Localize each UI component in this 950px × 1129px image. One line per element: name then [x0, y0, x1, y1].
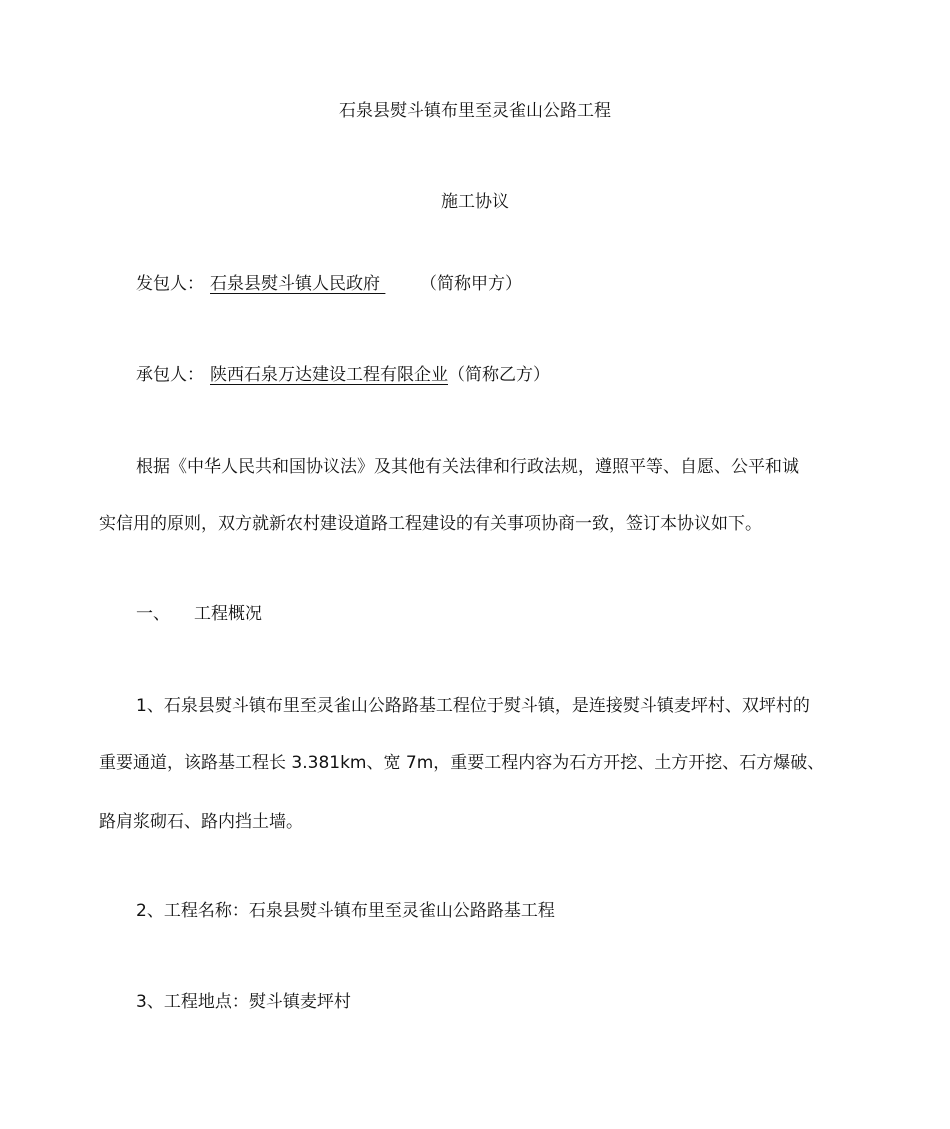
party-a-label: 发包人：	[136, 274, 204, 294]
section-1-number: 一、	[136, 604, 170, 624]
item-2: 2、工程名称：石泉县熨斗镇布里至灵雀山公路路基工程	[136, 901, 555, 921]
party-b-note: （简称乙方）	[448, 365, 550, 385]
party-b-label: 承包人：	[136, 365, 204, 385]
section-1-title: 工程概况	[194, 604, 262, 624]
party-b-name: 陕西石泉万达建设工程有限企业	[210, 365, 448, 385]
preamble-line-1: 根据《中华人民共和国协议法》及其他有关法律和行政法规，遵照平等、自愿、公平和诚	[136, 457, 799, 477]
item-3: 3、工程地点：熨斗镇麦坪村	[136, 992, 351, 1012]
section-1-heading	[136, 602, 262, 626]
item-1-line-3: 路肩浆砌石、路内挡土墙。	[99, 812, 303, 832]
item-1-line-1: 1、石泉县熨斗镇布里至灵雀山公路路基工程位于熨斗镇，是连接熨斗镇麦坪村、双坪村的	[136, 696, 810, 716]
item-1-line-2: 重要通道，该路基工程长 3.381km、宽 7m，重要工程内容为石方开挖、土方开挖、石方爆破、	[99, 753, 825, 773]
document-subtitle: 施工协议	[441, 192, 509, 212]
party-a-name: 石泉县熨斗镇人民政府	[210, 274, 380, 294]
preamble-line-2: 实信用的原则，双方就新农村建设道路工程建设的有关事项协商一致，签订本协议如下。	[99, 514, 762, 534]
party-a-underline-pad	[380, 272, 398, 296]
party-b-line	[136, 363, 550, 387]
document-title: 石泉县熨斗镇布里至灵雀山公路工程	[339, 101, 611, 121]
party-a-note: （简称甲方）	[420, 274, 522, 294]
party-a-line	[136, 272, 522, 296]
